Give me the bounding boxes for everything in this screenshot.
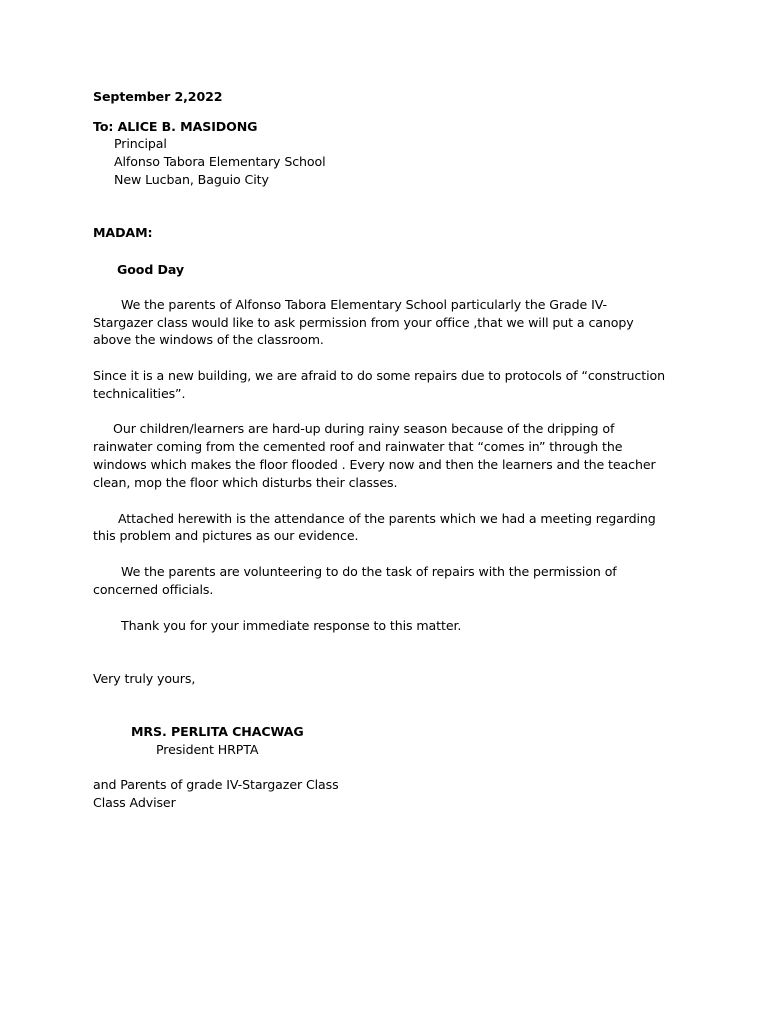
paragraph3-line1: Our children/learners are hard-up during rainy season because of the dripping of: [113, 421, 615, 436]
footer-line1: and Parents of grade IV-Stargazer Class: [93, 777, 339, 792]
paragraph3-line3: windows which makes the floor flooded . Every now and then the learners and the teacher: [93, 457, 656, 472]
signatory-position: President HRPTA: [156, 742, 259, 757]
paragraph4-line2: this problem and pictures as our evidence.: [93, 528, 359, 543]
paragraph2-line1: Since it is a new building, we are afraid to do some repairs due to protocols of “construction: [93, 368, 665, 383]
recipient-title: Principal: [114, 136, 167, 151]
closing: Very truly yours,: [93, 671, 196, 686]
paragraph3-line2: rainwater coming from the cemented roof and rainwater that “comes in” through the: [93, 439, 623, 454]
signatory-name: MRS. PERLITA CHACWAG: [131, 724, 304, 739]
recipient-school: Alfonso Tabora Elementary School: [114, 154, 326, 169]
paragraph4-line1: Attached herewith is the attendance of the parents which we had a meeting regarding: [118, 511, 656, 526]
paragraph5-line1: We the parents are volunteering to do the task of repairs with the permission of: [121, 564, 617, 579]
paragraph1-line1: We the parents of Alfonso Tabora Elementary School particularly the Grade IV-: [121, 297, 607, 312]
paragraph5-line2: concerned officials.: [93, 582, 214, 597]
paragraph1-line3: above the windows of the classroom.: [93, 332, 324, 347]
recipient-to-line: To: ALICE B. MASIDONG: [93, 119, 258, 134]
greeting: Good Day: [117, 262, 185, 277]
recipient-address: New Lucban, Baguio City: [114, 172, 269, 187]
paragraph1-line2: Stargazer class would like to ask permission from your office ,that we will put a canopy: [93, 315, 634, 330]
paragraph3-line4: clean, mop the floor which disturbs their classes.: [93, 475, 398, 490]
paragraph6: Thank you for your immediate response to this matter.: [121, 618, 462, 633]
paragraph2-line2: technicalities”.: [93, 386, 186, 401]
salutation: MADAM:: [93, 225, 153, 240]
footer-line2: Class Adviser: [93, 795, 176, 810]
letter-date: September 2,2022: [93, 89, 223, 104]
